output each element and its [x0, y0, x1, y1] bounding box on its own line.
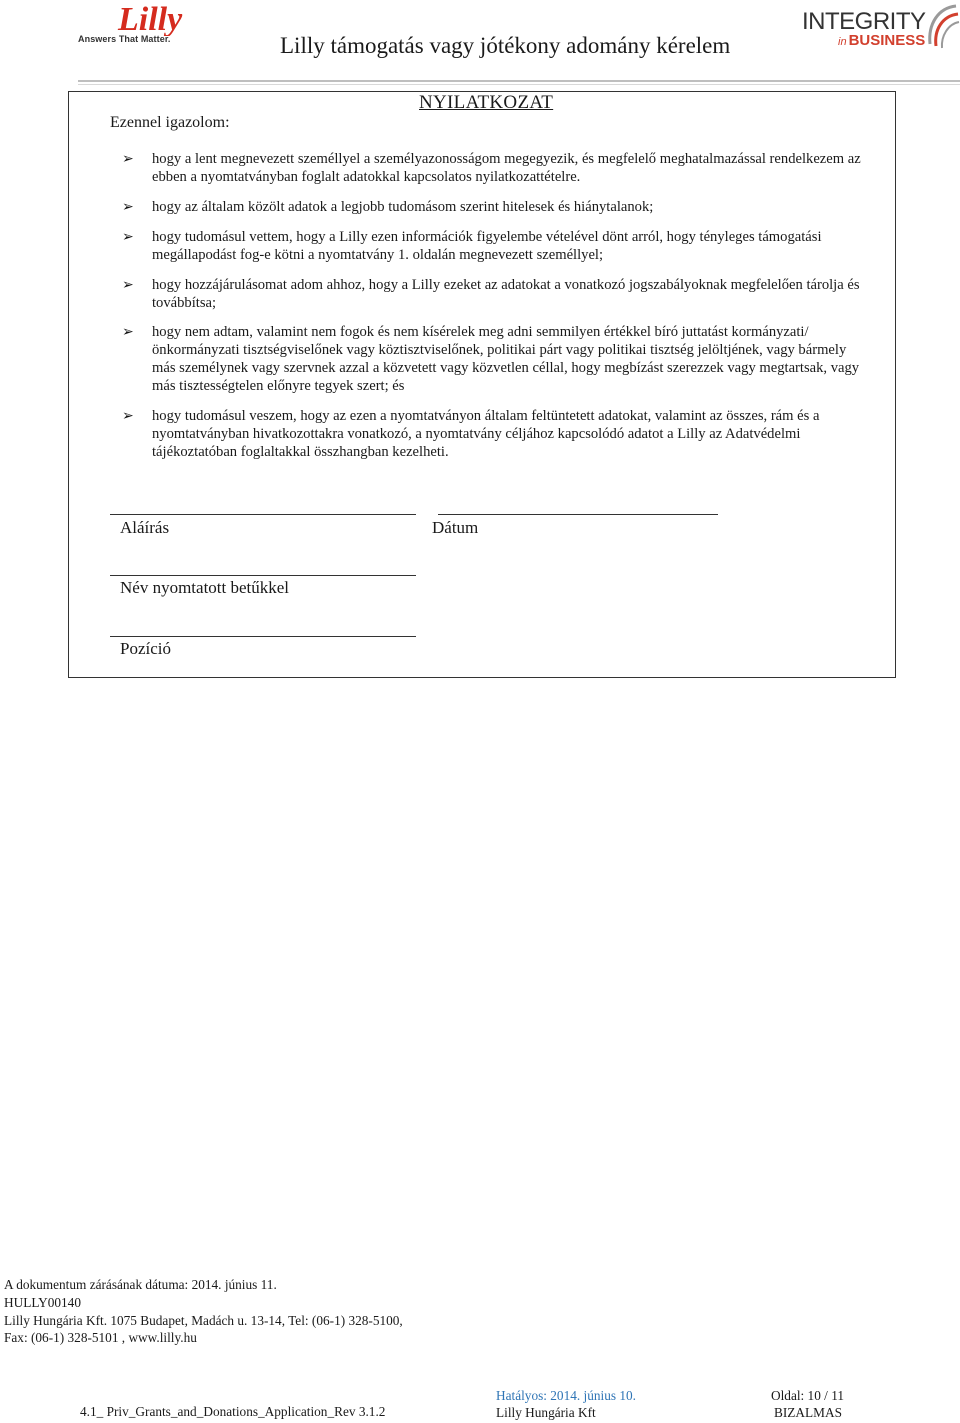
declaration-title: NYILATKOZAT [419, 92, 554, 113]
header-divider [78, 80, 960, 82]
effective-date: Hatályos: 2014. június 10. [496, 1388, 636, 1403]
declaration-text: hogy hozzájárulásomat adom ahhoz, hogy a Lilly ezeket az adatokat a vonatkozó jogszabályoknak megfelelően tárolja és továbbítsa; [152, 277, 860, 311]
company-address: Lilly Hungária Kft. 1075 Budapet, Madách u. 13-14, Tel: (06-1) 328-5100, [4, 1312, 403, 1328]
lilly-script-icon [78, 2, 208, 36]
company-fax: Fax: (06-1) 328-5101 , www.lilly.hu [4, 1330, 197, 1346]
page-number: Oldal: 10 / 11 [771, 1388, 845, 1403]
header-divider-thin [78, 84, 960, 85]
footer-page-block [770, 1387, 844, 1421]
position-line[interactable] [110, 636, 416, 637]
date-label: Dátum [432, 518, 479, 537]
footer-company: Lilly Hungária Kft [496, 1405, 596, 1420]
declaration-text: hogy a lent megnevezett személlyel a személyazonosságom megegyezik, és megfelelő meghatalmazással rendelkezem az ebben a nyomtatványban foglalt adatokkal kapcsolatos nyilatkozattételre. [152, 151, 861, 185]
position-label: Pozíció [120, 639, 171, 658]
intro-label: Ezennel igazolom: [110, 114, 230, 131]
integrity-in-business-logo [800, 4, 960, 54]
arrow-bullet-icon: ➢ [122, 277, 134, 293]
declaration-text: hogy tudomásul veszem, hogy az ezen a nyomtatványon általam feltüntetett adatokat, valamint az összes, rám és a nyomtatványban hivatkozottakra vonatkozó, a nyomtatvány céljához kapcsolódó adatot a Lilly az Adatvédelmi tájékoztatóban foglaltakkal összhangban kezelheti. [152, 408, 820, 460]
closing-date: A dokumentum zárásának dátuma: 2014. június 11. [4, 1277, 277, 1292]
declaration-text: hogy nem adtam, valamint nem fogok és nem kísérelek meg adni semmilyen értékkel bíró juttatást kormányzati/önkormányzati tisztségviselőnek vagy köztisztviselőnek, politikai párt vagy politikai tisztség jelöltjének, vagy bármely más személynek vagy szervnek azzal a közvetett vagy közvetlen céllal, hogy megbízást szerezzek vagy megtartsak, vagy más tisztességtelen előnyre tegyek szert; és [152, 324, 860, 394]
footer-company-info [4, 1276, 403, 1347]
arrow-bullet-icon: ➢ [122, 324, 134, 340]
arrow-bullet-icon: ➢ [122, 229, 134, 245]
printed-name-line[interactable] [110, 575, 416, 576]
in-business-wordmark [838, 32, 925, 49]
arrow-bullet-icon: ➢ [122, 151, 134, 167]
document-name: 4.1_ Priv_Grants_and_Donations_Application_Rev 3.1.2 [80, 1404, 386, 1419]
lilly-logo [78, 2, 208, 44]
arrow-bullet-icon: ➢ [122, 199, 134, 215]
page-title: Lilly támogatás vagy jótékony adomány kérelem [280, 33, 731, 58]
document-code: HULLY00140 [4, 1294, 81, 1310]
business-word: BUSINESS [848, 32, 926, 49]
lilly-tagline: Answers That Matter. [78, 34, 171, 44]
in-word: in [838, 36, 847, 48]
declaration-text: hogy tudomásul vettem, hogy a Lilly ezen információk figyelembe vételével dönt arról, hogy tényleges támogatási megállapodást fog-e kötni a nyomtatvány 1. oldalán megnevezett személlyel; [152, 229, 822, 263]
footer-effective-block [496, 1387, 636, 1421]
arrow-bullet-icon: ➢ [122, 408, 134, 424]
integrity-swoosh-icon [926, 4, 960, 50]
date-line[interactable] [438, 514, 718, 515]
confidentiality-label: BIZALMAS [774, 1405, 842, 1420]
printed-name-label: Név nyomtatott betűkkel [120, 578, 290, 597]
signature-label: Aláírás [120, 518, 170, 537]
signature-line[interactable] [110, 514, 416, 515]
integrity-wordmark: INTEGRITY [802, 8, 926, 35]
lilly-wordmark: Lilly [118, 2, 183, 36]
declaration-text: hogy az általam közölt adatok a legjobb tudomásom szerint hitelesek és hiánytalanok; [152, 199, 654, 215]
